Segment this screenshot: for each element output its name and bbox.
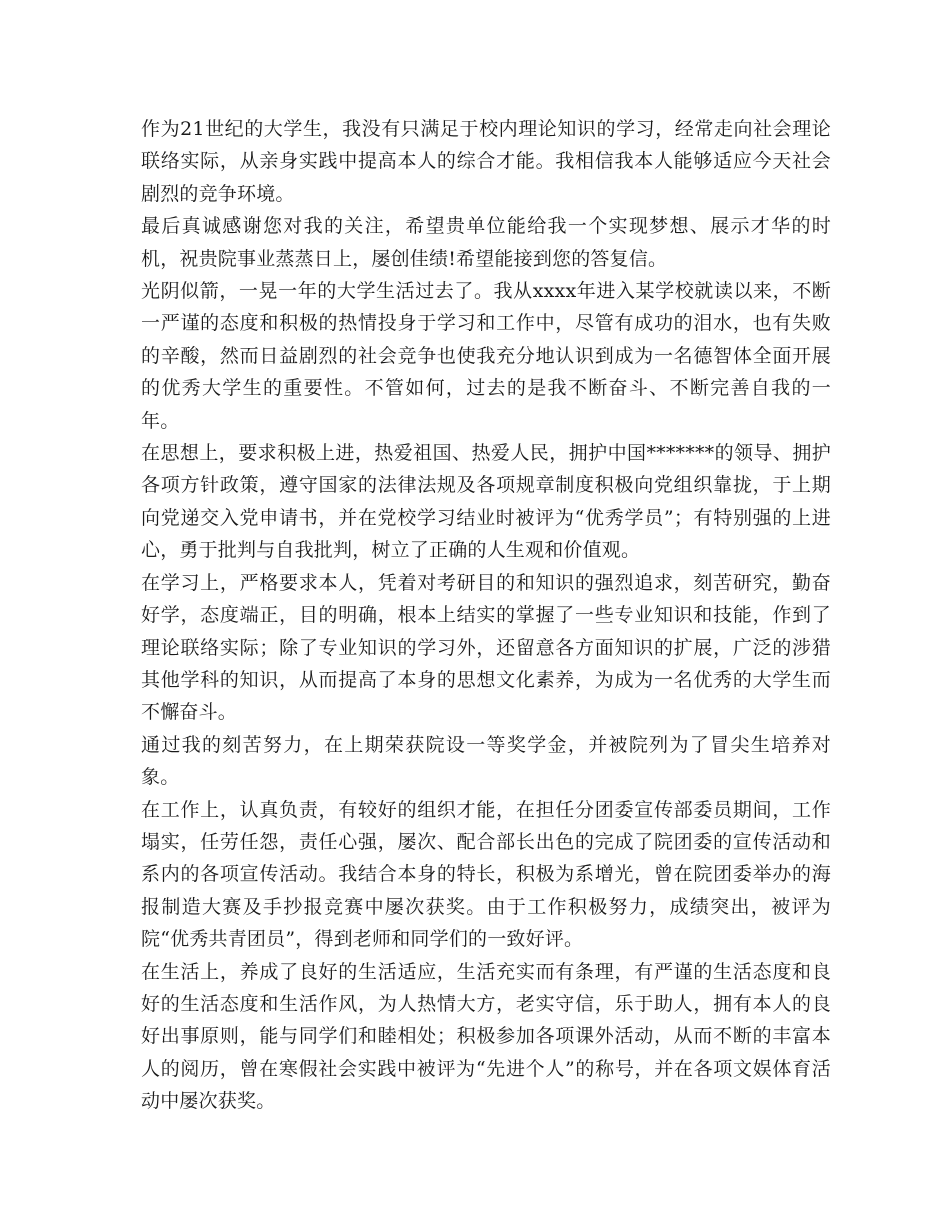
paragraph-ideology: 在思想上，要求积极上进，热爱祖国、热爱人民，拥护中国*******的领导、拥护各项方针政策，遵守国家的法律法规及各项规章制度积极向党组织靠拢，于上期向党递交入党申请书，并在党校学习结业时被评为“优秀学员”；有特别强的上进心，勇于批判与自我批判，树立了正确的人生观和价值观。 — [141, 442, 831, 562]
paragraph-scholarship: 通过我的刻苦努力，在上期荣获院设一等奖学金，并被院列为了冒尖生培养对象。 — [141, 733, 831, 789]
paragraph-thanks: 最后真诚感谢您对我的关注，希望贵单位能给我一个实现梦想、展示才华的时机，祝贵院事业蒸蒸日上，屡创佳绩!希望能接到您的答复信。 — [141, 215, 831, 270]
paragraph-work: 在工作上，认真负责，有较好的组织才能，在担任分团委宣传部委员期间，工作塌实，任劳任怨，责任心强，屡次、配合部长出色的完成了院团委的宣传活动和系内的各项宣传活动。我结合本身的特长，积极为系增光，曾在院团委举办的海报制造大赛及手抄报竞赛中屡次获奖。由于工作积极努力，成绩突出，被评为院“优秀共青团员”，得到老师和同学们的一致好评。 — [141, 798, 831, 951]
paragraph-study: 在学习上，严格要求本人，凭着对考研目的和知识的强烈追求，刻苦研究，勤奋好学，态度端正，目的明确，根本上结实的掌握了一些专业知识和技能，作到了理论联络实际；除了专业知识的学习外，还留意各方面知识的扩展，广泛的涉猎其他学科的知识，从而提高了本身的思想文化素养，为成为一名优秀的大学生而不懈奋斗。 — [141, 571, 831, 724]
paragraph-adaptability: 作为21世纪的大学生，我没有只满足于校内理论知识的学习，经常走向社会理论联络实际，从亲身实践中提高本人的综合才能。我相信我本人能够适应今天社会剧烈的竞争环境。 — [141, 118, 831, 205]
paragraph-year-review: 光阴似箭，一晃一年的大学生活过去了。我从xxxx年进入某学校就读以来，不断一严谨的态度和积极的热情投身于学习和工作中，尽管有成功的泪水，也有失败的辛酸，然而日益剧烈的社会竞争也使我充分地认识到成为一名德智体全面开展的优秀大学生的重要性。不管如何，过去的是我不断奋斗、不断完善自我的一年。 — [141, 280, 831, 432]
paragraph-life: 在生活上，养成了良好的生活适应，生活充实而有条理，有严谨的生活态度和良好的生活态度和生活作风，为人热情大方，老实守信，乐于助人，拥有本人的良好出事原则，能与同学们和睦相处；积极参加各项课外活动，从而不断的丰富本人的阅历，曾在寒假社会实践中被评为“先进个人”的称号，并在各项文娱体育活动中屡次获奖。 — [141, 960, 831, 1113]
document-page — [141, 113, 831, 1118]
